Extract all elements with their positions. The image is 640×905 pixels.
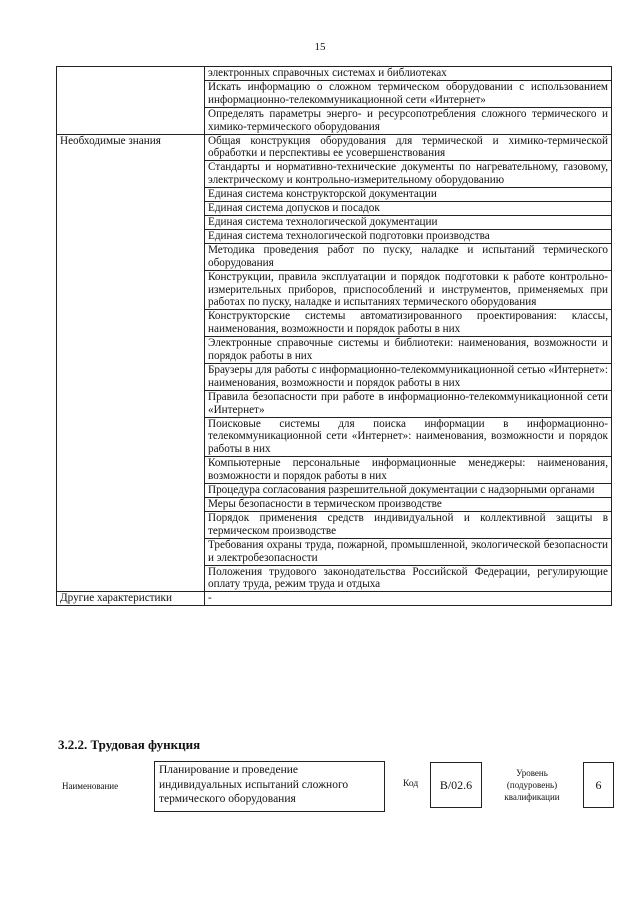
row-text: Порядок применения средств индивидуальной и коллективной защиты в термическом производстве <box>205 511 612 538</box>
row-text: Меры безопасности в термическом производстве <box>205 498 612 512</box>
row-label-knowledge: Необходимые знания <box>57 134 205 592</box>
row-text: Искать информацию о сложном термическом оборудовании с использованием информационно-телекоммуникационной сети «Интернет» <box>205 80 612 107</box>
level-label-line: (подуровень) <box>506 780 558 790</box>
code-value: В/02.6 <box>439 777 473 792</box>
row-text: Единая система технологической документации <box>205 215 612 229</box>
row-text: Единая система технологической подготовки производства <box>205 229 612 243</box>
row-text: Единая система конструкторской документации <box>205 188 612 202</box>
table-row <box>57 592 612 606</box>
row-text: Электронные справочные системы и библиотеки: наименования, возможности и порядок работы в них <box>205 337 612 364</box>
code-box <box>430 762 482 808</box>
level-box <box>583 762 614 808</box>
row-text: Компьютерные персональные информационные менеджеры: наименования, возможности и порядок работы в них <box>205 457 612 484</box>
row-text: Правила безопасности при работе в информационно-телекоммуникационной сети «Интернет» <box>205 390 612 417</box>
section-heading: 3.2.2. Трудовая функция <box>58 737 201 752</box>
table-row <box>57 134 612 161</box>
row-text: Общая конструкция оборудования для термической и химико-термической обработки и перспективы ее усовершенствования <box>205 134 612 161</box>
row-text: Браузеры для работы с информационно-телекоммуникационной сетью «Интернет»: наименования, возможности и порядок работы в них <box>205 363 612 390</box>
page-number: 15 <box>314 41 326 53</box>
table-row <box>57 67 612 81</box>
row-text: - <box>205 592 612 606</box>
row-text: Требования охраны труда, пожарной, промышленной, экологической безопасности и электробезопасности <box>205 538 612 565</box>
row-text: Стандарты и нормативно-технические документы по нагревательному, газовому, электрическому и контрольно-измерительному оборудованию <box>205 161 612 188</box>
row-text: Конструкции, правила эксплуатации и порядок подготовки к работе контрольно-измерительных приборов, приспособлений и инструментов, применяемых при работах по пуску, наладке и испытаниях термического оборудования <box>205 270 612 310</box>
row-text: электронных справочных системах и библиотеках <box>205 67 612 81</box>
row-text: Поисковые системы для поиска информации в информационно-телекоммуникационной сети «Интернет»: наименования, возможности и порядок работы в них <box>205 417 612 457</box>
row-label <box>57 67 205 135</box>
requirements-table <box>56 66 612 606</box>
level-label-line: Уровень <box>516 768 548 778</box>
row-text: Методика проведения работ по пуску, наладке и испытаний термического оборудования <box>205 243 612 270</box>
row-text: Положения трудового законодательства Российской Федерации, регулирующие оплату труда, режим труда и отдыха <box>205 565 612 592</box>
level-label <box>497 767 567 803</box>
level-value: 6 <box>595 777 602 792</box>
name-label: Наименование <box>62 781 119 791</box>
row-text: Конструкторские системы автоматизированного проектирования: классы, наименования, возможности и порядок работы в них <box>205 310 612 337</box>
row-text: Процедура согласования разрешительной документации с надзорными органами <box>205 484 612 498</box>
level-label-line: квалификации <box>504 792 560 802</box>
function-name-box: Планирование и проведение индивидуальных испытаний сложного термического оборудования <box>154 761 385 812</box>
row-text: Определять параметры энерго- и ресурсопотребления сложного термического и химико-термического оборудования <box>205 107 612 134</box>
code-label: Код <box>403 779 419 789</box>
row-text: Единая система допусков и посадок <box>205 202 612 216</box>
row-label-other: Другие характеристики <box>57 592 205 606</box>
